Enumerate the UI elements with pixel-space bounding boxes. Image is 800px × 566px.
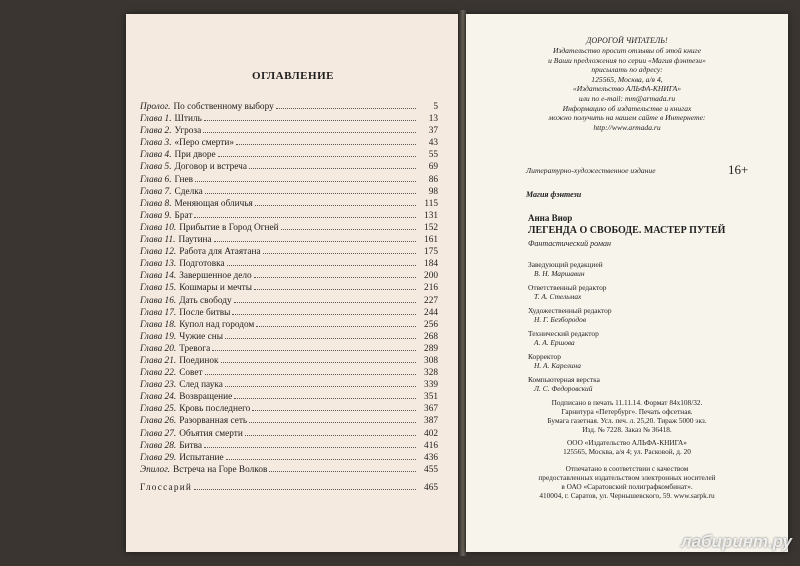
toc-entry-page: 367 xyxy=(424,404,438,415)
toc-leader-dots xyxy=(195,173,416,182)
reader-text-line: «Издательство АЛЬФА-КНИГА» xyxy=(572,84,682,94)
toc-entry-page: 200 xyxy=(424,271,438,282)
toc-entry-page: 13 xyxy=(428,114,438,125)
toc-entry-title: Штиль xyxy=(174,114,202,125)
toc-leader-dots xyxy=(263,245,416,254)
toc-entry xyxy=(140,124,438,136)
toc-entry-label: Глава 18. xyxy=(140,319,177,330)
toc-entry-page: 402 xyxy=(424,428,438,439)
toc-entry-label: Глава 13. xyxy=(140,259,177,270)
toc-entry-label: Глава 3. xyxy=(140,138,172,149)
toc-entry xyxy=(140,136,438,148)
toc-entry xyxy=(140,221,438,233)
printer-info xyxy=(466,464,788,500)
toc-entry-title: Чужие сны xyxy=(179,331,223,342)
toc-entry-label: Глава 21. xyxy=(140,355,177,366)
toc-entry xyxy=(140,318,438,330)
age-rating: 16+ xyxy=(728,162,749,177)
toc-entry xyxy=(140,481,438,493)
toc-entry-label: Глава 19. xyxy=(140,331,177,342)
credit-role: Технический редактор xyxy=(528,328,599,338)
toc-entry-title: Паутина xyxy=(178,235,212,246)
toc-entry xyxy=(140,112,438,124)
toc-entry-title: Совет xyxy=(179,368,203,379)
toc-entry-title: При дворе xyxy=(174,150,216,161)
toc-entry-label: Глава 2. xyxy=(140,126,172,137)
toc-entry xyxy=(140,185,438,197)
toc-entry-page: 339 xyxy=(424,380,438,391)
toc-leader-dots xyxy=(281,221,416,230)
toc-list xyxy=(140,100,438,493)
toc-entry-label: Глава 14. xyxy=(140,271,177,282)
print-detail-line: Бумага газетная. Усл. печ. л. 25,20. Тираж 5000 экз. xyxy=(547,416,707,425)
edition-type: Литературно-художественное издание xyxy=(526,166,656,175)
toc-leader-dots xyxy=(218,148,416,157)
toc-leader-dots xyxy=(245,427,416,436)
printer-line: Отпечатано в соответствии с качеством xyxy=(565,464,689,473)
toc-leader-dots xyxy=(269,463,416,472)
print-detail-line: Подписано в печать 11.11.14. Формат 84х108/32. xyxy=(551,398,703,407)
printer-line: в ОАО «Саратовский полиграфкомбинат». xyxy=(561,482,693,491)
right-page xyxy=(466,14,788,552)
reader-text-line: или по e-mail: mm@armada.ru xyxy=(578,93,676,103)
toc-entry-page: 227 xyxy=(424,295,438,306)
toc-entry-title: После битвы xyxy=(179,307,231,318)
credit-person: Н. Г. Безбородов xyxy=(534,315,587,325)
toc-entry-title: Подготовка xyxy=(179,259,225,270)
toc-entry-page: 351 xyxy=(424,392,438,403)
toc-entry xyxy=(140,439,438,451)
toc-entry-title: Работа для Атаятана xyxy=(179,247,261,258)
toc-leader-dots xyxy=(252,402,416,411)
toc-entry-title: Битва xyxy=(179,440,202,451)
toc-entry-label: Глава 4. xyxy=(140,150,172,161)
toc-entry-label: Глава 22. xyxy=(140,368,177,379)
toc-leader-dots xyxy=(236,136,416,145)
toc-entry-label: Глава 29. xyxy=(140,452,177,463)
toc-entry-page: 152 xyxy=(424,222,438,233)
toc-entry-page: 416 xyxy=(424,440,438,451)
toc-entry-page: 98 xyxy=(428,186,438,197)
credit-role: Заведующий редакцией xyxy=(528,260,603,269)
toc-entry-label: Глава 20. xyxy=(140,343,177,354)
toc-entry xyxy=(140,330,438,342)
toc-entry xyxy=(140,378,438,390)
toc-leader-dots xyxy=(254,269,416,278)
toc-entry-title: Кровь последнего xyxy=(179,404,251,415)
print-detail-line: Изд. № 7228. Заказ № 36418. xyxy=(582,425,672,434)
credit-person: Л. С. Федоровский xyxy=(534,383,593,393)
toc-leader-dots xyxy=(204,112,416,121)
toc-leader-dots xyxy=(205,366,416,375)
toc-entry-page: 184 xyxy=(424,259,438,270)
toc-entry xyxy=(140,209,438,221)
toc-entry-label: Глава 27. xyxy=(140,428,177,439)
credits-list xyxy=(528,260,728,397)
reader-text-line: Информацию об издательстве и книгах xyxy=(562,103,692,113)
publisher-info xyxy=(466,438,788,456)
toc-entry-title: Угроза xyxy=(174,126,202,137)
toc-entry-page: 115 xyxy=(424,198,438,209)
toc-leader-dots xyxy=(234,294,416,303)
credit-entry xyxy=(528,352,728,370)
toc-entry-title: Меняющая обличья xyxy=(174,198,253,209)
toc-entry-page: 244 xyxy=(424,307,438,318)
toc-entry xyxy=(140,366,438,378)
toc-leader-dots xyxy=(227,257,416,266)
toc-entry xyxy=(140,427,438,439)
toc-entry-page: 289 xyxy=(424,343,438,354)
toc-entry xyxy=(140,148,438,160)
toc-entry-label: Глава 5. xyxy=(140,162,172,173)
toc-entry-label: Глава 25. xyxy=(140,404,177,415)
toc-leader-dots xyxy=(225,330,416,339)
toc-entry xyxy=(140,257,438,269)
toc-leader-dots xyxy=(255,197,416,206)
credit-entry xyxy=(528,306,728,324)
toc-entry xyxy=(140,342,438,354)
toc-entry-title: Купол над городом xyxy=(179,319,255,330)
toc-leader-dots xyxy=(194,481,416,490)
credit-person: Н. А. Карелина xyxy=(534,360,581,370)
toc-entry-page: 256 xyxy=(424,319,438,330)
toc-entry-title: Завершенное дело xyxy=(179,271,252,282)
toc-entry-page: 86 xyxy=(428,174,438,185)
toc-leader-dots xyxy=(249,160,416,169)
toc-entry-title: Сделка xyxy=(174,186,203,197)
toc-leader-dots xyxy=(203,124,416,133)
toc-entry-page: 216 xyxy=(424,283,438,294)
toc-leader-dots xyxy=(276,100,416,109)
credit-role: Корректор xyxy=(528,351,561,361)
reader-heading: ДОРОГОЙ ЧИТАТЕЛЬ! xyxy=(586,36,668,45)
reader-text-line: можно получить на нашем сайте в Интернете: xyxy=(548,113,706,123)
credit-entry xyxy=(528,375,728,393)
toc-entry-page: 175 xyxy=(424,247,438,258)
toc-entry-page: 268 xyxy=(424,331,438,342)
toc-title: ОГЛАВЛЕНИЕ xyxy=(252,70,334,82)
toc-leader-dots xyxy=(234,390,416,399)
publisher-line: 125565, Москва, а/я 4; ул. Расковой, д. 20 xyxy=(563,447,691,456)
toc-leader-dots xyxy=(256,318,416,327)
toc-entry-page: 308 xyxy=(424,355,438,366)
reader-text-line: 125565, Москва, а/я 4, xyxy=(591,74,663,84)
toc-entry-title: По собственному выбору xyxy=(173,102,274,112)
toc-entry-title: Объятия смерти xyxy=(179,428,243,439)
toc-entry xyxy=(140,269,438,281)
toc-entry xyxy=(140,414,438,426)
credit-entry xyxy=(528,260,728,278)
toc-entry-title: Поединок xyxy=(179,355,219,366)
toc-entry-label: Глава 26. xyxy=(140,416,177,427)
reader-text-line: и Ваши предложения по серии «Магия фэнтези» xyxy=(548,55,706,65)
toc-leader-dots xyxy=(205,185,416,194)
toc-entry-label: Глава 16. xyxy=(140,295,177,306)
credit-person: Т. А. Стельмах xyxy=(534,292,582,302)
toc-entry-page: 37 xyxy=(428,126,438,137)
labirint-watermark-logo: лабиринт.ру xyxy=(681,532,792,551)
toc-entry xyxy=(140,245,438,257)
toc-entry-label: Глава 8. xyxy=(140,198,172,209)
printer-line: предоставленных издательством электронных носителей xyxy=(538,473,716,482)
toc-entry-title: След паука xyxy=(179,380,223,391)
book-title: ЛЕГЕНДА О СВОБОДЕ. МАСТЕР ПУТЕЙ xyxy=(528,225,726,236)
toc-entry-page: 131 xyxy=(424,210,438,221)
left-page xyxy=(126,14,460,552)
toc-entry-page: 69 xyxy=(428,162,438,173)
toc-entry-title: Тревога xyxy=(179,343,211,354)
toc-entry-page: 455 xyxy=(424,464,438,475)
toc-entry-label: Эпилог. xyxy=(140,464,171,475)
credit-role: Художественный редактор xyxy=(528,305,612,315)
print-detail-line: Гарнитура «Петербург». Печать офсетная. xyxy=(561,407,693,416)
toc-entry xyxy=(140,354,438,366)
toc-entry-label: Глава 23. xyxy=(140,380,177,391)
toc-leader-dots xyxy=(232,306,416,315)
toc-entry-label: Глава 1. xyxy=(140,114,172,125)
toc-entry-label: Глава 15. xyxy=(140,283,177,294)
toc-entry xyxy=(140,390,438,402)
toc-entry-label: Глава 7. xyxy=(140,186,172,197)
toc-entry-title: Кошмары и мечты xyxy=(179,283,252,294)
toc-entry-title: Испытание xyxy=(179,452,224,463)
toc-entry-title: Брат xyxy=(174,210,193,221)
toc-entry xyxy=(140,451,438,463)
toc-leader-dots xyxy=(254,281,416,290)
toc-entry-page: 43 xyxy=(428,138,438,149)
toc-leader-dots xyxy=(221,354,416,363)
reader-text-line: Издательство просит отзывы об этой книге xyxy=(552,46,701,55)
toc-entry-label: Глава 10. xyxy=(140,222,177,233)
toc-entry-page: 161 xyxy=(424,235,438,246)
credit-entry xyxy=(528,283,728,301)
toc-leader-dots xyxy=(194,209,416,218)
toc-entry xyxy=(140,294,438,306)
toc-entry xyxy=(140,281,438,293)
book-subtitle: Фантастический роман xyxy=(528,239,611,248)
toc-entry-label: Глава 9. xyxy=(140,210,172,221)
toc-entry xyxy=(140,233,438,245)
credit-role: Компьютерная верстка xyxy=(528,374,600,384)
toc-entry xyxy=(140,402,438,414)
credit-person: В. Н. Маршавин xyxy=(534,269,585,279)
toc-entry xyxy=(140,197,438,209)
series-name: Магия фэнтези xyxy=(526,190,582,199)
toc-entry-page: 328 xyxy=(424,368,438,379)
toc-entry-title: Разорванная сеть xyxy=(179,416,248,427)
print-details xyxy=(466,398,788,434)
toc-entry xyxy=(140,100,438,112)
toc-entry-title: Гнев xyxy=(174,174,194,185)
toc-entry-label: Глава 28. xyxy=(140,440,177,451)
toc-entry-label: Глава 11. xyxy=(140,235,176,246)
toc-leader-dots xyxy=(225,378,416,387)
reader-text-line: присылать по адресу: xyxy=(591,65,663,75)
reader-text xyxy=(466,46,788,132)
toc-entry xyxy=(140,463,438,475)
toc-entry-label: Глава 24. xyxy=(140,392,177,403)
publisher-line: ООО «Издательство АЛЬФА-КНИГА» xyxy=(567,438,687,447)
toc-leader-dots xyxy=(214,233,416,242)
reader-text-line: http://www.armada.ru xyxy=(593,122,661,132)
toc-entry-label: Пролог. xyxy=(140,102,171,112)
toc-entry-page: 387 xyxy=(424,416,438,427)
toc-leader-dots xyxy=(249,414,416,423)
credit-role: Ответственный редактор xyxy=(528,282,607,292)
toc-entry-title: «Перо смерти» xyxy=(174,138,234,149)
toc-entry-page: 5 xyxy=(433,102,438,112)
toc-entry-title: Договор и встреча xyxy=(174,162,247,173)
toc-leader-dots xyxy=(204,439,416,448)
toc-entry-label: Глава 12. xyxy=(140,247,177,258)
toc-entry-title: Глоссарий xyxy=(140,482,193,493)
toc-entry-label: Глава 6. xyxy=(140,174,172,185)
toc-entry-page: 465 xyxy=(424,482,438,493)
toc-entry-page: 436 xyxy=(424,452,438,463)
toc-entry-title: Встреча на Горе Волков xyxy=(173,464,268,475)
toc-leader-dots xyxy=(226,451,416,460)
toc-entry-title: Дать свободу xyxy=(179,295,232,306)
author-name: Анна Виор xyxy=(528,213,573,223)
toc-entry-label: Глава 17. xyxy=(140,307,177,318)
toc-entry xyxy=(140,306,438,318)
toc-entry xyxy=(140,160,438,172)
toc-entry-page: 55 xyxy=(428,150,438,161)
toc-entry xyxy=(140,173,438,185)
toc-entry-title: Возвращение xyxy=(179,392,233,403)
printer-line: 410004, г. Саратов, ул. Чернышевского, 59. www.sarpk.ru xyxy=(539,491,715,500)
toc-leader-dots xyxy=(212,342,416,351)
toc-entry-title: Прибытие в Город Огней xyxy=(179,222,279,233)
credit-entry xyxy=(528,329,728,347)
credit-person: А. А. Ершова xyxy=(534,337,575,347)
